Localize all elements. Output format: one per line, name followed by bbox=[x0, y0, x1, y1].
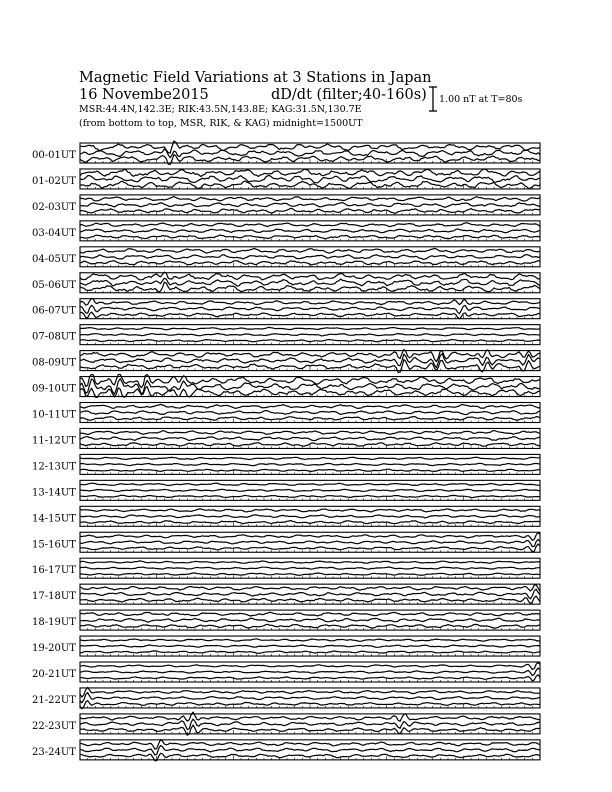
trace-KAG bbox=[80, 687, 540, 697]
row-11-12UT bbox=[32, 428, 540, 448]
row-17-18UT bbox=[32, 584, 540, 604]
trace-RIK bbox=[80, 618, 540, 622]
trace-RIK bbox=[80, 589, 540, 599]
trace-RIK bbox=[80, 719, 540, 729]
row-label: 09-10UT bbox=[32, 383, 76, 395]
station-order-note: (from bottom to top, MSR, RIK, & KAG) midnight=1500UT bbox=[79, 118, 363, 129]
trace-RIK bbox=[80, 437, 540, 441]
trace-KAG bbox=[80, 223, 540, 227]
row-label: 18-19UT bbox=[32, 617, 76, 629]
trace-RIK bbox=[80, 255, 540, 260]
trace-rows bbox=[32, 141, 540, 761]
row-label: 23-24UT bbox=[32, 746, 76, 758]
row-20-21UT bbox=[32, 662, 540, 682]
row-13-14UT bbox=[32, 480, 540, 500]
row-18-19UT bbox=[32, 610, 540, 630]
row-label: 14-15UT bbox=[32, 513, 76, 525]
trace-KAG bbox=[80, 483, 540, 485]
row-06-07UT bbox=[32, 298, 540, 319]
scale-bar-label: 1.00 nT at T=80s bbox=[439, 94, 523, 105]
row-label: 22-23UT bbox=[32, 720, 76, 732]
row-22-23UT bbox=[32, 712, 540, 735]
row-label: 06-07UT bbox=[32, 305, 76, 317]
trace-RIK bbox=[80, 645, 540, 647]
row-08-09UT bbox=[32, 350, 540, 373]
row-15-16UT bbox=[32, 532, 540, 552]
trace-KAG bbox=[80, 585, 540, 592]
row-label: 05-06UT bbox=[32, 279, 76, 291]
trace-KAG bbox=[80, 740, 540, 749]
trace-KAG bbox=[80, 663, 540, 670]
trace-RIK bbox=[80, 411, 540, 415]
row-label: 10-11UT bbox=[32, 409, 76, 421]
trace-RIK bbox=[80, 149, 540, 158]
trace-KAG bbox=[80, 248, 540, 253]
row-label: 17-18UT bbox=[32, 591, 76, 603]
row-label: 11-12UT bbox=[32, 435, 76, 447]
trace-KAG bbox=[80, 561, 540, 563]
trace-RIK bbox=[80, 515, 540, 518]
row-10-11UT bbox=[32, 403, 540, 423]
trace-RIK bbox=[80, 463, 540, 465]
row-03-04UT bbox=[32, 221, 540, 241]
trace-KAG bbox=[80, 533, 540, 541]
trace-RIK bbox=[80, 203, 540, 208]
station-coordinates: MSR:44.4N,142.3E; RIK:43.5N,143.8E; KAG:31.5N,130.7E bbox=[79, 104, 362, 115]
trace-KAG bbox=[80, 196, 540, 201]
row-label: 21-22UT bbox=[32, 694, 76, 706]
trace-RIK bbox=[80, 693, 540, 703]
trace-RIK bbox=[80, 489, 540, 491]
trace-KAG bbox=[80, 431, 540, 435]
scale-bar bbox=[429, 87, 437, 111]
trace-KAG bbox=[80, 509, 540, 512]
row-label: 16-17UT bbox=[32, 565, 76, 577]
trace-RIK bbox=[80, 540, 540, 547]
row-label: 08-09UT bbox=[32, 357, 76, 369]
row-12-13UT bbox=[32, 454, 540, 474]
row-01-02UT bbox=[32, 169, 540, 189]
trace-RIK bbox=[80, 229, 540, 233]
row-19-20UT bbox=[32, 636, 540, 656]
row-label: 02-03UT bbox=[32, 201, 76, 213]
row-label: 07-08UT bbox=[32, 331, 76, 343]
trace-RIK bbox=[80, 746, 540, 755]
trace-KAG bbox=[80, 639, 540, 642]
trace-KAG bbox=[80, 612, 540, 616]
row-00-01UT bbox=[32, 141, 540, 165]
trace-RIK bbox=[80, 176, 540, 183]
row-23-24UT bbox=[32, 740, 540, 761]
chart-date: 16 Novembe2015 bbox=[79, 87, 209, 103]
row-05-06UT bbox=[32, 272, 540, 293]
row-label: 01-02UT bbox=[32, 175, 76, 187]
row-label: 13-14UT bbox=[32, 487, 76, 499]
chart-description: dD/dt (filter;40-160s) bbox=[271, 87, 427, 103]
row-04-05UT bbox=[32, 247, 540, 267]
row-label: 15-16UT bbox=[32, 539, 76, 551]
trace-RIK bbox=[80, 334, 540, 336]
row-label: 19-20UT bbox=[32, 643, 76, 655]
trace-RIK bbox=[80, 668, 540, 675]
row-label: 00-01UT bbox=[32, 150, 76, 161]
trace-KAG bbox=[80, 298, 540, 305]
row-14-15UT bbox=[32, 506, 540, 526]
chart-title: Magnetic Field Variations at 3 Stations in Japan bbox=[79, 70, 432, 86]
trace-KAG bbox=[80, 457, 540, 459]
row-label: 12-13UT bbox=[32, 461, 76, 473]
row-09-10UT bbox=[32, 375, 540, 398]
trace-KAG bbox=[80, 169, 540, 176]
trace-KAG bbox=[80, 327, 540, 329]
row-label: 04-05UT bbox=[32, 253, 76, 265]
trace-RIK bbox=[80, 567, 540, 569]
row-07-08UT bbox=[32, 325, 540, 345]
row-02-03UT bbox=[32, 195, 540, 215]
trace-RIK bbox=[80, 305, 540, 313]
row-label: 20-21UT bbox=[32, 669, 76, 680]
trace-KAG bbox=[80, 350, 540, 362]
trace-MSR bbox=[80, 521, 540, 524]
trace-KAG bbox=[80, 404, 540, 408]
trace-MSR bbox=[80, 417, 540, 421]
row-16-17UT bbox=[32, 558, 540, 578]
trace-MSR bbox=[80, 469, 540, 471]
row-label: 03-04UT bbox=[32, 227, 76, 239]
trace-RIK bbox=[80, 278, 540, 286]
row-21-22UT bbox=[32, 687, 540, 709]
